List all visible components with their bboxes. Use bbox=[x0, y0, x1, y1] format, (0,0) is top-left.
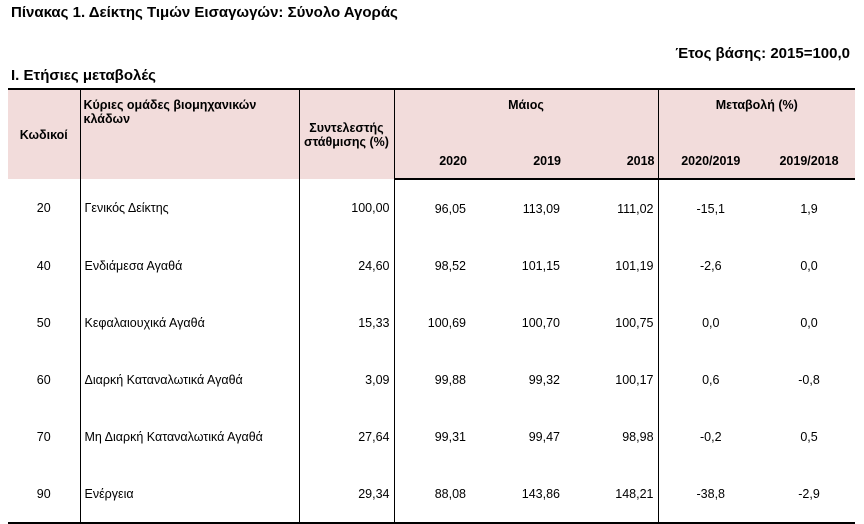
cell-change-2019-2018: -0,8 bbox=[798, 372, 820, 387]
base-year-note: Έτος βάσης: 2015=100,0 bbox=[675, 45, 850, 62]
cell-weight: 24,60 bbox=[299, 237, 394, 294]
cell-value-2019: 100,70 bbox=[521, 315, 560, 330]
header-year-2018: 2018 bbox=[564, 135, 658, 179]
cell-code: 60 bbox=[36, 372, 51, 387]
cell-change-2019-2018: 0,0 bbox=[800, 315, 818, 330]
cell-value-2020: 98,52 bbox=[394, 237, 470, 294]
header-groups: Κύριες ομάδες βιομηχανικών κλάδων bbox=[80, 89, 299, 179]
cell-change-2020-2019: 0,6 bbox=[658, 351, 763, 408]
cell-value-2019: 101,15 bbox=[521, 258, 560, 273]
header-change-2020-2019: 2020/2019 bbox=[658, 135, 763, 179]
cell-weight: 29,34 bbox=[299, 465, 394, 523]
header-codes: Κωδικοί bbox=[8, 89, 80, 179]
cell-value-2018: 148,21 bbox=[564, 465, 658, 523]
header-change: Μεταβολή (%) bbox=[658, 89, 855, 135]
cell-change-2020-2019: 0,0 bbox=[658, 294, 763, 351]
cell-weight: 3,09 bbox=[299, 351, 394, 408]
cell-weight: 15,33 bbox=[299, 294, 394, 351]
cell-group-name: Ενδιάμεσα Αγαθά bbox=[80, 237, 299, 294]
cell-value-2019: 99,47 bbox=[528, 429, 560, 444]
cell-change-2019-2018: 1,9 bbox=[800, 201, 818, 216]
cell-code: 40 bbox=[36, 258, 51, 273]
section-heading: Ι. Ετήσιες μεταβολές bbox=[11, 67, 156, 84]
table-row bbox=[8, 465, 855, 523]
cell-value-2020: 99,88 bbox=[394, 351, 470, 408]
cell-value-2019: 113,09 bbox=[522, 201, 560, 216]
cell-value-2020: 100,69 bbox=[394, 294, 470, 351]
cell-code: 70 bbox=[36, 429, 51, 444]
header-weight: Συντελεστής στάθμισης (%) bbox=[299, 89, 394, 179]
cell-weight: 27,64 bbox=[299, 408, 394, 465]
header-month: Μάιος bbox=[394, 89, 658, 135]
header-change-2019-2018: 2019/2018 bbox=[763, 135, 855, 179]
cell-value-2018: 100,17 bbox=[615, 372, 654, 387]
cell-group-name: Ενέργεια bbox=[80, 465, 299, 523]
cell-value-2018: 101,19 bbox=[615, 258, 654, 273]
table-row bbox=[8, 294, 855, 351]
cell-change-2020-2019: -38,8 bbox=[658, 465, 763, 523]
cell-value-2020: 96,05 bbox=[394, 179, 470, 237]
cell-change-2019-2018: 0,5 bbox=[800, 429, 818, 444]
cell-weight: 100,00 bbox=[299, 179, 394, 237]
table-row bbox=[8, 179, 855, 237]
table-title: Πίνακας 1. Δείκτης Τιμών Εισαγωγών: Σύνολο Αγοράς bbox=[11, 4, 398, 21]
cell-group-name: Μη Διαρκή Καταναλωτικά Αγαθά bbox=[80, 408, 299, 465]
table-row bbox=[8, 351, 855, 408]
cell-change-2020-2019: -15,1 bbox=[658, 179, 763, 237]
cell-group-name: Διαρκή Καταναλωτικά Αγαθά bbox=[80, 351, 299, 408]
cell-change-2019-2018: -2,9 bbox=[763, 465, 855, 523]
cell-group-name: Κεφαλαιουχικά Αγαθά bbox=[80, 294, 299, 351]
header-year-2019: 2019 bbox=[470, 135, 564, 179]
cell-value-2018: 98,98 bbox=[622, 429, 654, 444]
cell-value-2020: 88,08 bbox=[394, 465, 470, 523]
table-row bbox=[8, 408, 855, 465]
cell-code: 50 bbox=[36, 315, 51, 330]
cell-code: 90 bbox=[8, 465, 80, 523]
cell-value-2018: 100,75 bbox=[615, 315, 654, 330]
cell-change-2020-2019: -2,6 bbox=[658, 237, 763, 294]
cell-change-2020-2019: -0,2 bbox=[658, 408, 763, 465]
cell-value-2020: 99,31 bbox=[394, 408, 470, 465]
cell-code: 20 bbox=[36, 201, 51, 215]
cell-value-2019: 99,32 bbox=[528, 372, 560, 387]
header-year-2020: 2020 bbox=[394, 135, 470, 179]
table-row bbox=[8, 237, 855, 294]
cell-change-2019-2018: 0,0 bbox=[800, 258, 818, 273]
price-index-table bbox=[8, 88, 855, 524]
cell-group-name: Γενικός Δείκτης bbox=[80, 179, 299, 237]
cell-value-2018: 111,02 bbox=[617, 201, 654, 216]
cell-value-2019: 143,86 bbox=[470, 465, 564, 523]
